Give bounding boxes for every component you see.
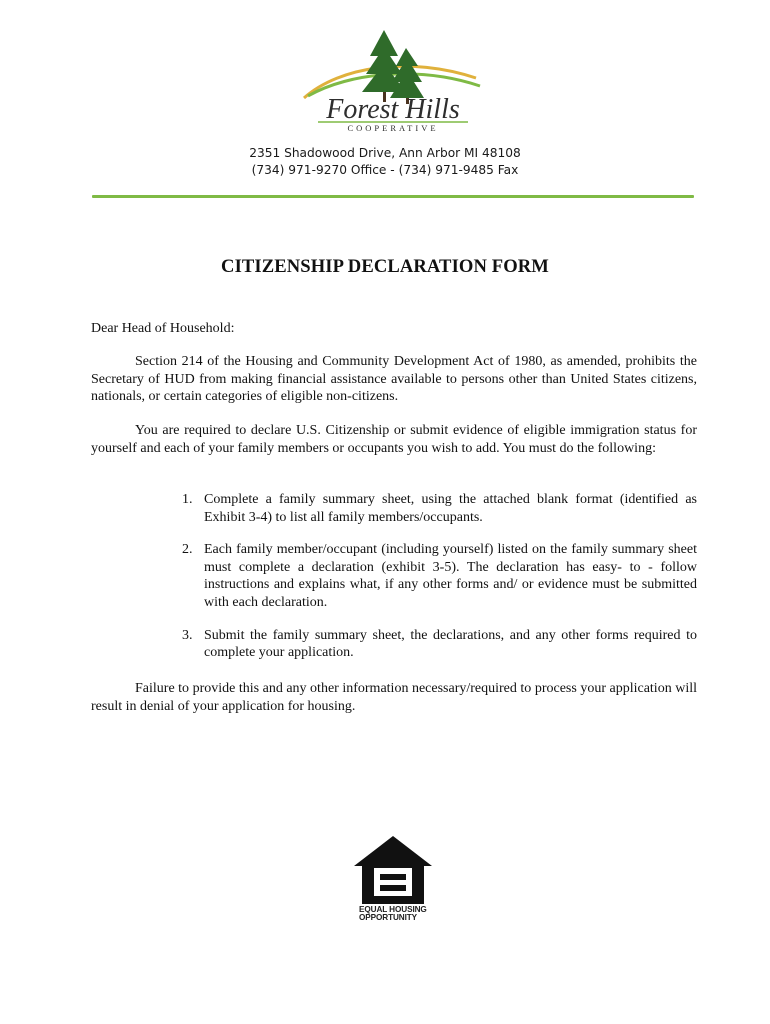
eho-line2: OPPORTUNITY (359, 913, 418, 923)
form-title: CITIZENSHIP DECLARATION FORM (221, 256, 549, 277)
forest-hills-logo (300, 26, 486, 134)
paragraph-requirement: You are required to declare U.S. Citizenship or submit evidence of eligible immigration status for yourself and each of your family members or occupants you wish to add. You must do the following: (91, 423, 697, 456)
phone-line: (734) 971-9270 Office - (734) 971-9485 Fax (251, 163, 519, 177)
logo-sub-text: COOPERATIVE (347, 123, 439, 133)
step-text: Each family member/occupant (including yourself) listed on the family summary sheet must complete a declaration (exhibit 3-5). The declaration has easy- to - follow instructions and explains what, if any other forms and/ or evidence must be submitted with each declaration. (204, 542, 697, 610)
paragraph-warning: Failure to provide this and any other information necessary/required to process your application will result in denial of your application for housing. (91, 681, 697, 714)
step-item (178, 491, 697, 526)
step-number: 1. (182, 492, 193, 507)
equal-housing-opportunity-icon (352, 834, 434, 906)
letterhead-address (0, 145, 770, 179)
step-number: 3. (182, 627, 193, 643)
step-text: Complete a family summary sheet, using the attached blank format (identified as Exhibit 3-4) to list all family members/occupants. (204, 492, 697, 525)
salutation: Dear Head of Household: (91, 321, 235, 336)
step-text: Submit the family summary sheet, the declarations, and any other forms required to complete your application. (204, 627, 697, 661)
forest-hills-logo-graphic (300, 26, 486, 134)
step-item (178, 627, 697, 662)
address-line: 2351 Shadowood Drive, Ann Arbor MI 48108 (249, 146, 521, 160)
letterhead-divider (92, 195, 694, 198)
step-number: 2. (182, 542, 193, 558)
eho-line1: EQUAL HOUSING (359, 905, 427, 914)
paragraph-intro: Section 214 of the Housing and Community Development Act of 1980, as amended, prohibits the Secretary of HUD from making financial assistance available to persons other than United States citizens, nationals, or certain categories of eligible non-citizens. (91, 354, 697, 405)
logo-name-text: Forest Hills (326, 94, 460, 125)
equal-housing-logo (352, 834, 434, 926)
step-item (178, 541, 697, 611)
steps-list (178, 491, 697, 677)
